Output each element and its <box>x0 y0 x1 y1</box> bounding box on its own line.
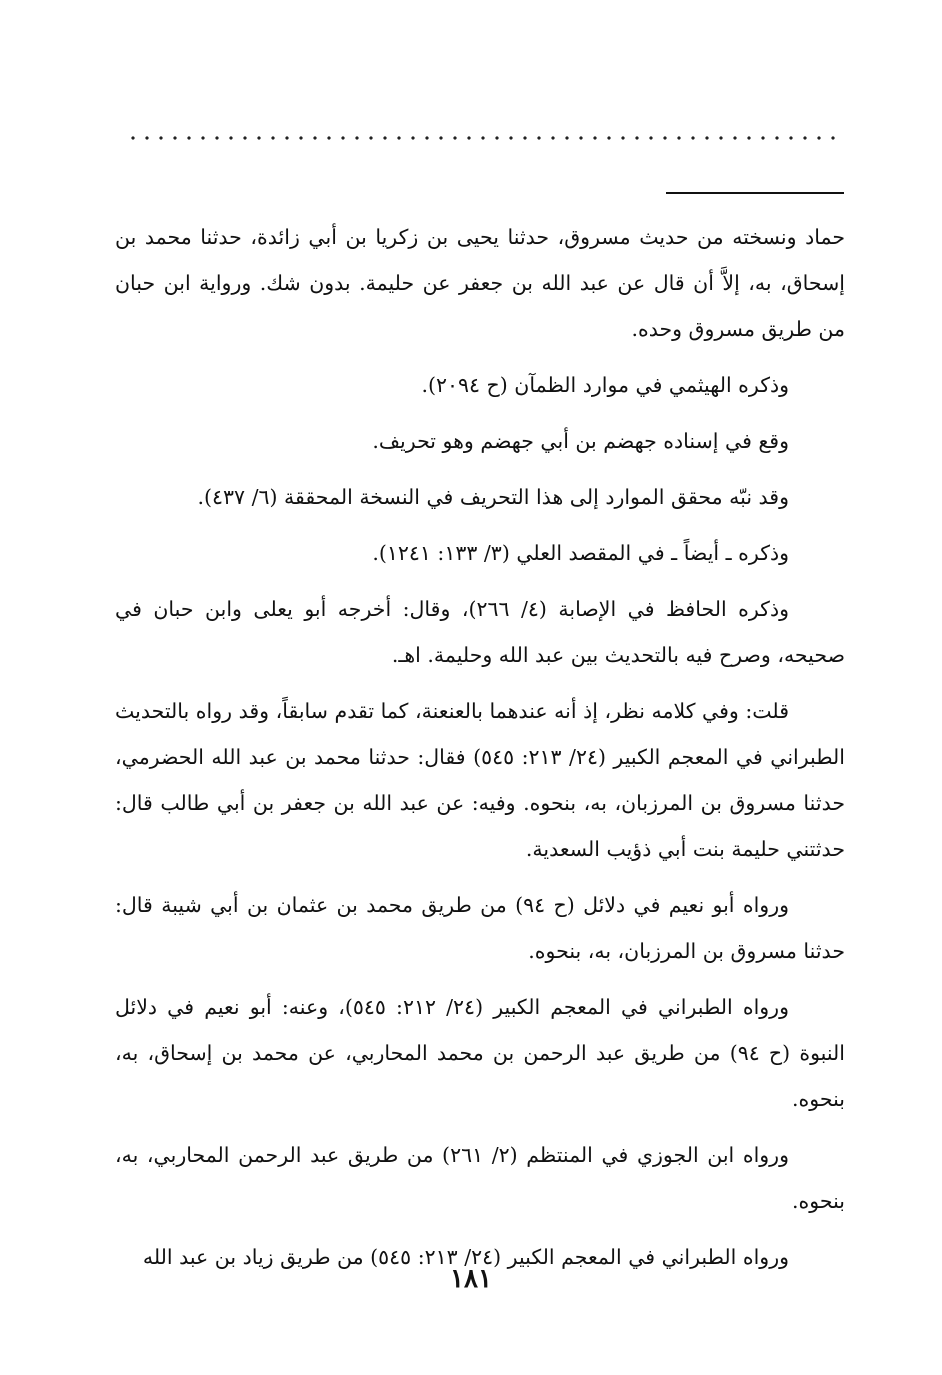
footnote-rule <box>666 192 844 194</box>
footnote-text <box>115 214 845 1290</box>
paragraph: قلت: وفي كلامه نظر، إذ أنه عندهما بالعنعنة، كما تقدم سابقاً، وقد رواه بالتحديث الطبراني في المعجم الكبير (٢٤/ ٢١٣: ٥٤٥) فقال: حدثنا محمد بن عبد الله الحضرمي، حدثنا مسروق بن المرزبان، به، بنحوه. وفيه: عن عبد الله بن جعفر بن أبي طالب قال: حدثتني حليمة بنت أبي ذؤيب السعدية. <box>115 699 845 861</box>
paragraph: حماد ونسخته من حديث مسروق، حدثنا يحيى بن زكريا بن أبي زائدة، حدثنا محمد بن إسحاق، به، إلاَّ أن قال عن عبد الله بن جعفر عن حليمة. بدون شك. ورواية ابن حبان من طريق مسروق وحده. <box>115 225 845 341</box>
dotted-separator <box>126 134 844 142</box>
paragraph: وذكره ـ أيضاً ـ في المقصد العلي (٣/ ١٣٣: ١٢٤١). <box>372 541 789 565</box>
paragraph: وقد نبّه محقق الموارد إلى هذا التحريف في النسخة المحققة (٦/ ٤٣٧). <box>197 485 789 509</box>
paragraph: ورواه الطبراني في المعجم الكبير (٢٤/ ٢١٢: ٥٤٥)، وعنه: أبو نعيم في دلائل النبوة (ح ٩٤) من طريق عبد الرحمن بن محمد المحاربي، عن محمد بن إسحاق، به، بنحوه. <box>115 995 845 1111</box>
paragraph: وقع في إسناده جهضم بن أبي جهضم وهو تحريف. <box>372 429 789 453</box>
paragraph: وذكره الحافظ في الإصابة (٤/ ٢٦٦)، وقال: أخرجه أبو يعلى وابن حبان في صحيحه، وصرح فيه بالتحديث بين عبد الله وحليمة. اهـ. <box>115 597 845 667</box>
paragraph: ورواه ابن الجوزي في المنتظم (٢/ ٢٦١) من طريق عبد الرحمن المحاربي، به، بنحوه. <box>115 1143 845 1213</box>
paragraph: وذكره الهيثمي في موارد الظمآن (ح ٢٠٩٤). <box>421 373 789 397</box>
paragraph: ورواه الطبراني في المعجم الكبير (٢٤/ ٢١٣: ٥٤٥) من طريق زياد بن عبد الله <box>142 1245 789 1269</box>
page-number: ١٨١ <box>450 1264 492 1294</box>
paragraph: ورواه أبو نعيم في دلائل (ح ٩٤) من طريق محمد بن عثمان بن أبي شيبة قال: حدثنا مسروق بن المرزبان، به، بنحوه. <box>115 893 845 963</box>
